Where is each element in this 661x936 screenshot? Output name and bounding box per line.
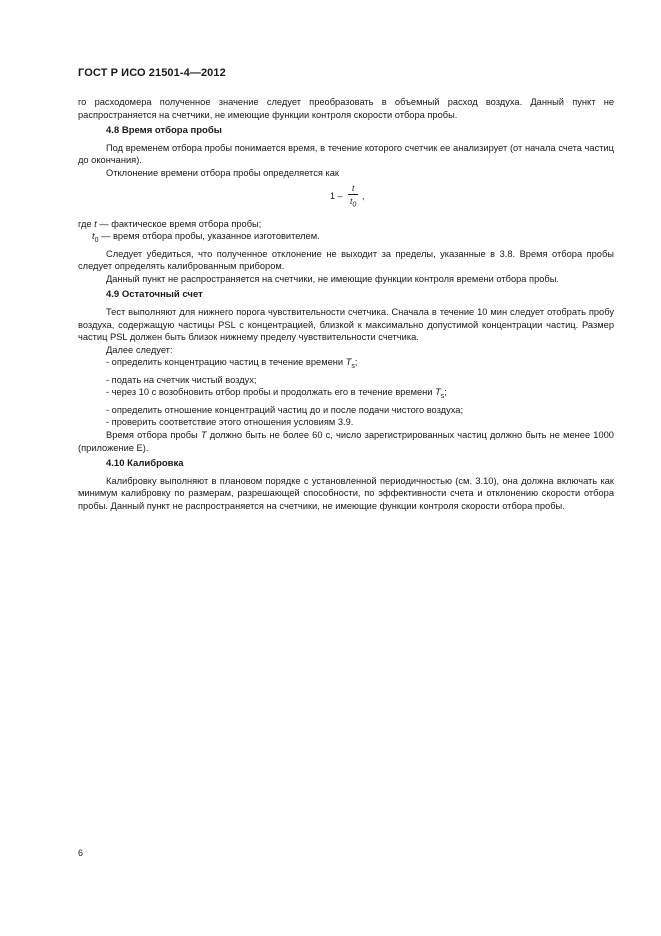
section-4-8-heading: 4.8 Время отбора пробы <box>106 125 222 137</box>
section-4-9-paragraph-2: Далее следует: <box>106 344 173 355</box>
section-4-9-paragraph-1: Тест выполняют для нижнего порога чувствительности счетчика. Сначала в течение 10 мин следует отобрать пробу воздуха, содержащую частицы PSL с концентрацией, близкой к максимально допустимой концентрации частиц. Размер частиц PSL должен быть близок нижнему пределу чувствительности счетчика. <box>78 306 614 343</box>
section-4-10-paragraph-1: Калибровку выполняют в плановом порядке с установленной периодичностью (см. 3.10), она должна включать как минимум калибровку по размерам, разрешающей способности, по эффективности счета и отклонению скорости отбора пробы. Данный пункт не распространяется на счетчики, не имеющие функции контроля скорости отбора пробы. <box>78 475 614 512</box>
section-4-8-paragraph-2: Отклонение времени отбора пробы определяется как <box>106 167 339 178</box>
deviation-formula <box>78 182 614 212</box>
section-4-8-paragraph-3: Следует убедиться, что полученное отклонение не выходит за пределы, указанные в 3.8. Время отбора пробы следует определять калиброванным прибором. <box>78 248 614 272</box>
formula-comma: , <box>362 190 365 201</box>
where-line-t0: $t_0$ — время отбора пробы, указанное изготовителем. <box>92 231 320 245</box>
list-item: - определить концентрацию частиц в течение времени $T_s$; <box>106 357 358 371</box>
page-number: 6 <box>78 848 84 858</box>
section-4-8-paragraph-1: Под временем отбора пробы понимается время, в течение которого счетчик ее анализирует (от начала счета частиц до окончания). <box>78 142 614 166</box>
where-line-t: где t — фактическое время отбора пробы; <box>78 218 262 229</box>
formula-fraction <box>348 182 358 212</box>
formula-numerator: t <box>351 182 355 193</box>
list-item: - определить отношение концентраций частиц до и после подачи чистого воздуха; <box>106 404 464 415</box>
section-4-9-heading: 4.9 Остаточный счет <box>106 289 203 301</box>
formula-denominator: $t_0$ <box>348 194 358 212</box>
list-item: - проверить соответствие этого отношения условиям 3.9. <box>106 417 354 428</box>
section-4-10-heading: 4.10 Калибровка <box>106 458 184 470</box>
intro-paragraph: го расходомера полученное значение следует преобразовать в объемный расход воздуха. Данный пункт не распространяется на счетчики, не имеющие функции контроля скорости отбора пробы. <box>78 97 614 120</box>
document-body <box>78 96 614 513</box>
procedure-list <box>78 356 614 429</box>
list-item: - через 10 с возобновить отбор пробы и продолжать его в течение времени $T_s$; <box>106 387 447 401</box>
section-4-8-paragraph-4: Данный пункт не распространяется на счетчики, не имеющие функции контроля времени отбора пробы. <box>106 273 560 284</box>
section-4-9-paragraph-3: Время отбора пробы T должно быть не более 60 с, число зарегистрированных частиц должно быть не менее 1000 (приложение Е). <box>78 430 614 453</box>
list-item: - подать на счетчик чистый воздух; <box>106 374 257 385</box>
document-header: ГОСТ Р ИСО 21501-4—2012 <box>78 67 226 79</box>
formula-one-minus: 1 – <box>330 190 343 201</box>
